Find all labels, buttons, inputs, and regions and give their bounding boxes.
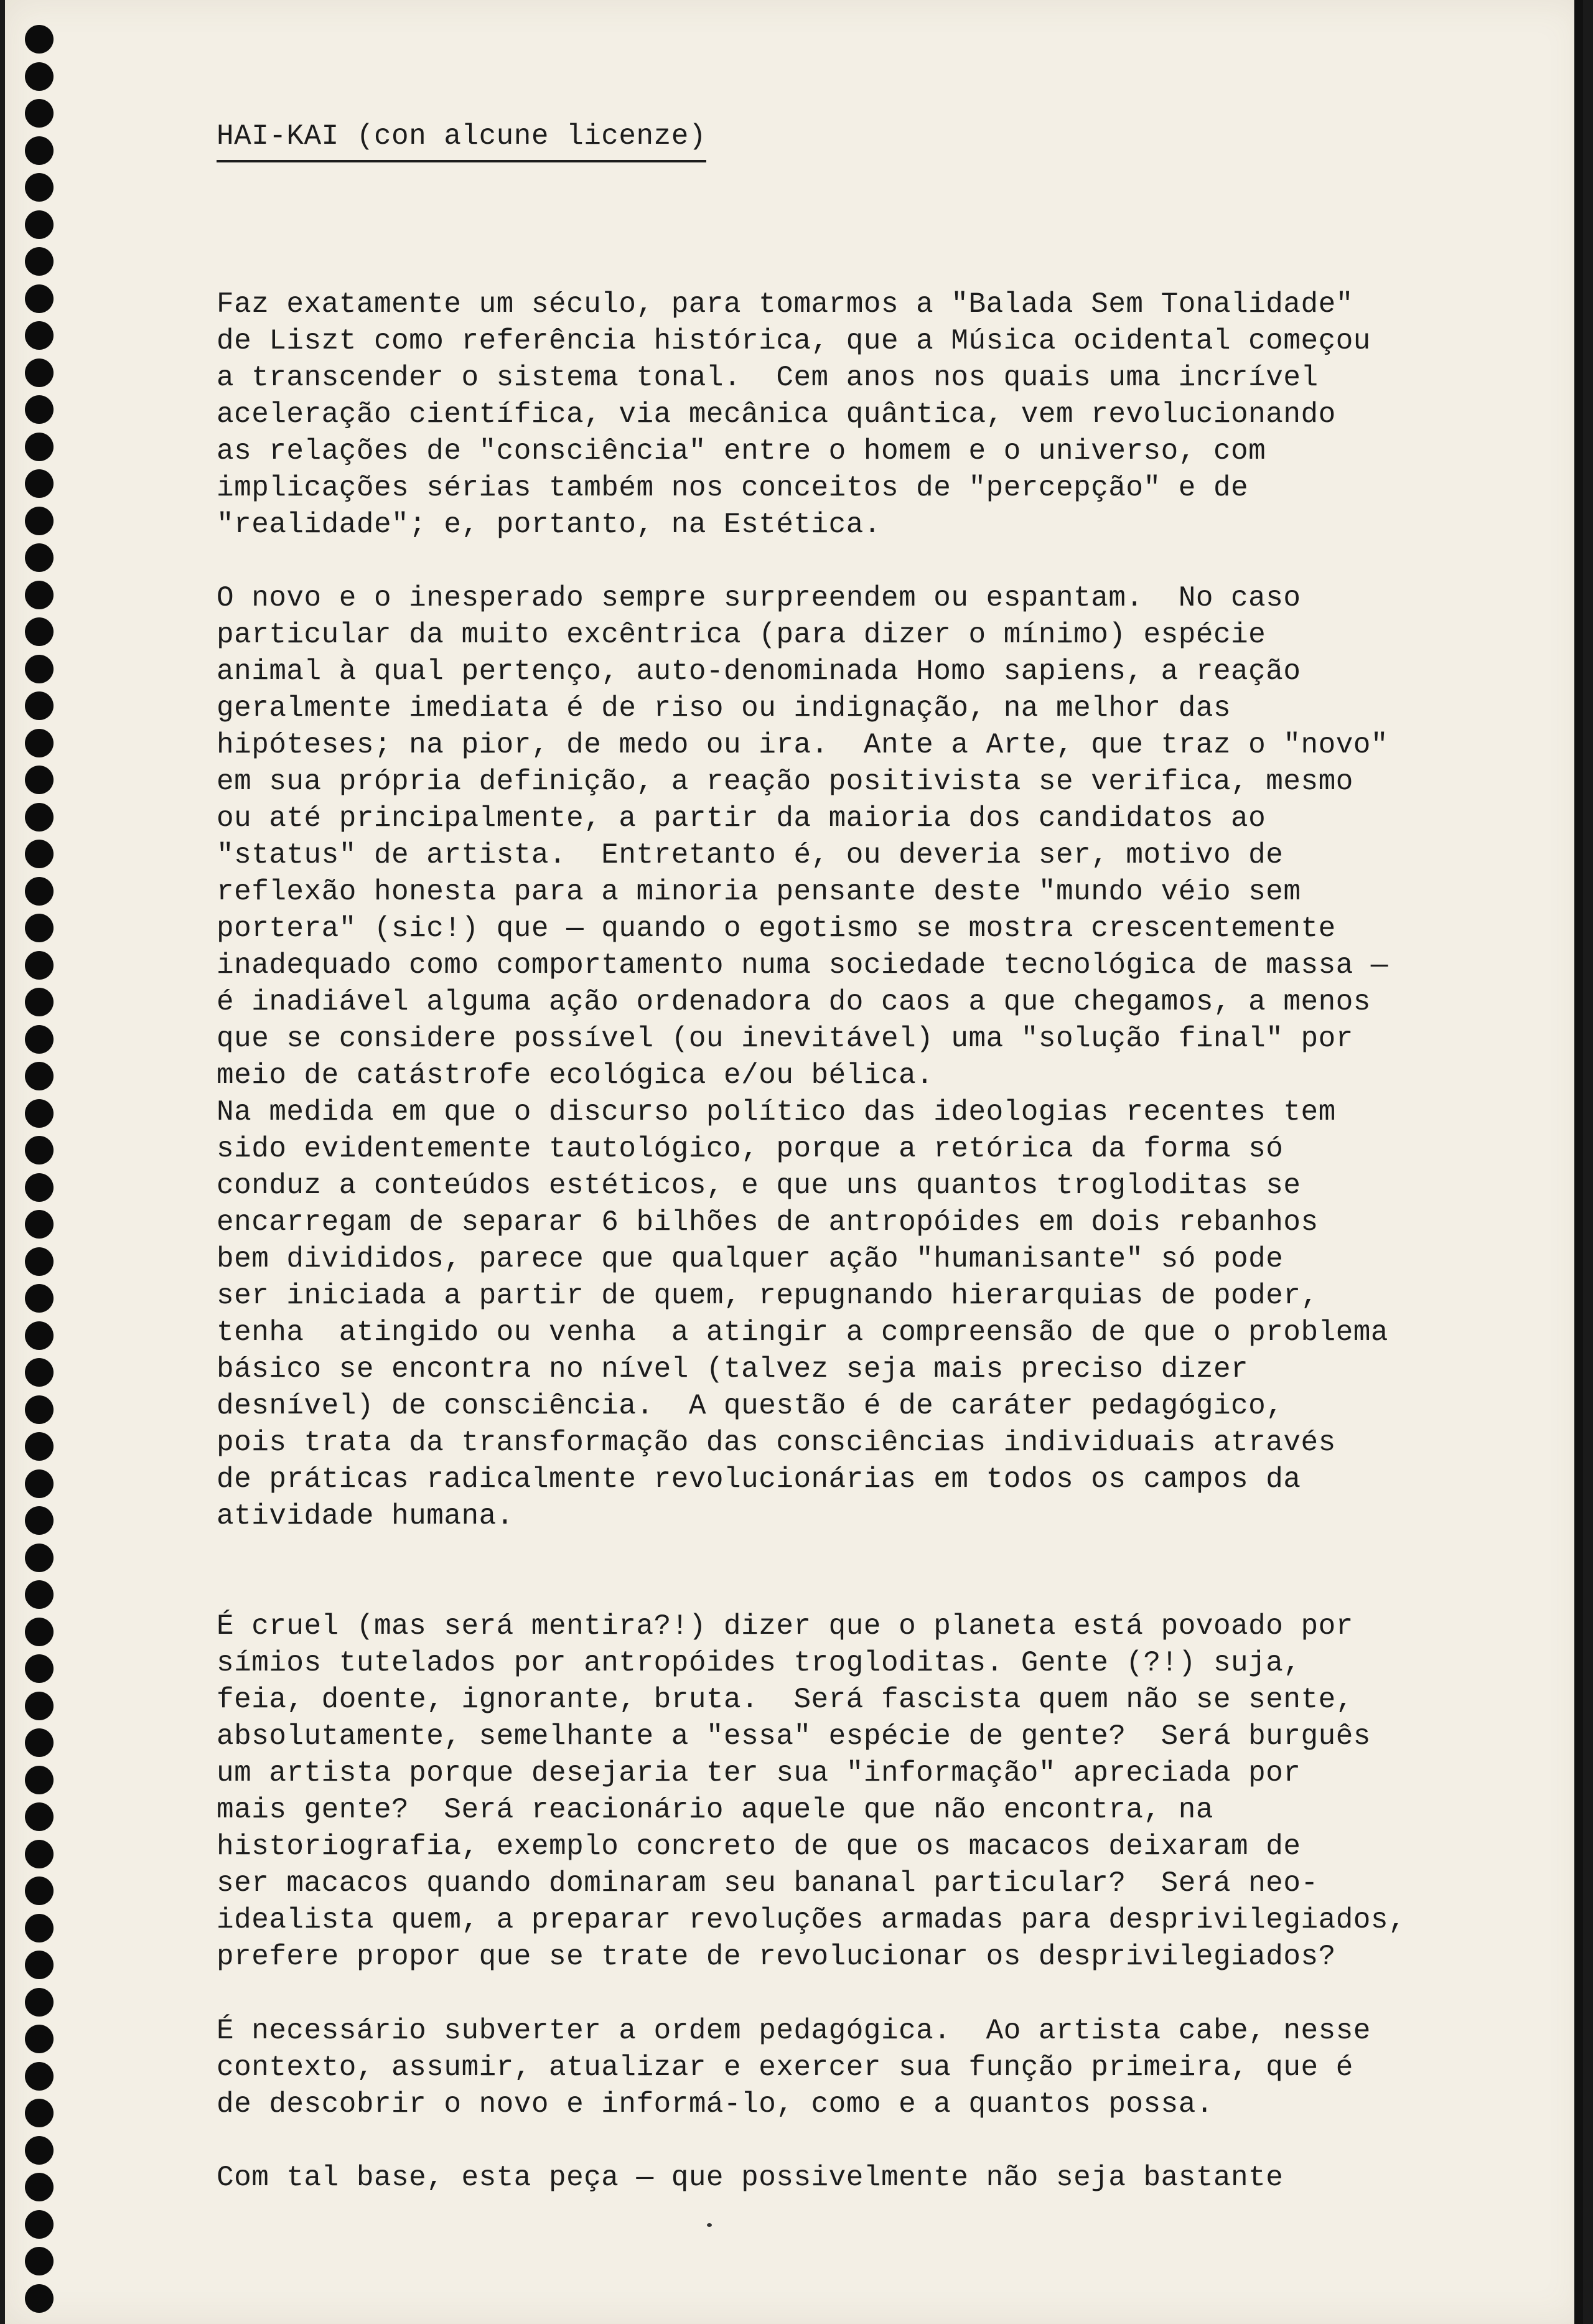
binder-hole: [25, 1395, 54, 1424]
binder-hole: [25, 2025, 54, 2053]
binder-hole: [25, 136, 54, 165]
binder-hole: [25, 1988, 54, 2017]
document-body: [217, 118, 1554, 2194]
binder-hole: [25, 543, 54, 572]
binder-hole: [25, 877, 54, 906]
binder-hole: [25, 766, 54, 794]
binder-hole: [25, 1766, 54, 1794]
binder-hole: [25, 469, 54, 498]
binder-hole: [25, 1728, 54, 1757]
paragraph-4: É cruel (mas será mentira?!) dizer que o planeta está povoado por símios tutelados por antropóides trogloditas. Gente (?!) suja, feia, doente, ignorante, bruta. Será fascista quem não se sente, absolutamente, semelhante a "essa" espécie de gente? Será burguês um artista porque desejaria ter sua "informação" apreciada por mais gente? Será reacionário aquele que não encontra, na historiografia, exemplo concreto de que os macacos deixaram de ser macacos quando dominaram seu bananal particular? Será neo- idealista quem, a preparar revoluções armadas para desprivilegiados, prefere propor que se trate de revolucionar os desprivilegiados?: [217, 1610, 1406, 1973]
binder-hole: [25, 581, 54, 609]
binder-holes: [25, 0, 56, 2324]
binder-hole: [25, 655, 54, 683]
binder-hole: [25, 1618, 54, 1646]
binder-hole: [25, 25, 54, 54]
binder-hole: [25, 2210, 54, 2239]
binder-hole: [25, 247, 54, 276]
binder-hole: [25, 1358, 54, 1387]
binder-hole: [25, 729, 54, 757]
binder-hole: [25, 1544, 54, 1572]
binder-hole: [25, 2247, 54, 2275]
binder-hole: [25, 2173, 54, 2201]
ink-speck: [707, 2223, 712, 2227]
binder-hole: [25, 507, 54, 535]
binder-hole: [25, 395, 54, 424]
binder-hole: [25, 1951, 54, 1979]
binder-hole: [25, 1099, 54, 1128]
document-title: HAI-KAI (con alcune licenze): [217, 118, 706, 162]
binder-hole: [25, 1469, 54, 1498]
binder-hole: [25, 1580, 54, 1609]
binder-hole: [25, 62, 54, 91]
binder-hole: [25, 1840, 54, 1868]
binder-hole: [25, 1802, 54, 1831]
binder-hole: [25, 803, 54, 832]
paragraph-1: Faz exatamente um século, para tomarmos a "Balada Sem Tonalidade" de Liszt como referência histórica, que a Música ocidental começou a transcender o sistema tonal. Cem anos nos quais uma incrível aceleração científica, via mecânica quântica, vem revolucionando as relações de "consciência" entre o homem e o universo, com implicações sérias também nos conceitos de "percepção" e de "realidade"; e, portanto, na Estética.: [217, 288, 1371, 541]
binder-hole: [25, 1506, 54, 1535]
typewritten-page: [5, 0, 1583, 2324]
binder-hole: [25, 1692, 54, 1720]
binder-hole: [25, 173, 54, 202]
page-edge: [1574, 0, 1583, 2324]
binder-hole: [25, 914, 54, 942]
binder-hole: [25, 2284, 54, 2313]
binder-hole: [25, 1025, 54, 1054]
binder-hole: [25, 617, 54, 646]
binder-hole: [25, 2062, 54, 2091]
paragraph-3: Na medida em que o discurso político das ideologias recentes tem sido evidentemente tautológico, porque a retórica da forma só conduz a conteúdos estéticos, e que uns quantos trogloditas se encarregam de separar 6 bilhões de antropóides em dois rebanhos bem divididos, parece que qualquer ação "humanisante" só pode ser iniciada a partir de quem, repugnando hierarquias de poder, tenha atingido ou venha a atingir a compreensão de que o problema básico se encontra no nível (talvez seja mais preciso dizer desnível) de consciência. A questão é de caráter pedagógico, pois trata da transformação das consciências individuais através de práticas radicalmente revolucionárias em todos os campos da atividade humana.: [217, 1096, 1389, 1532]
binder-hole: [25, 2136, 54, 2165]
binder-hole: [25, 1062, 54, 1090]
paragraph-2: O novo e o inesperado sempre surpreendem ou espantam. No caso particular da muito excêntrica (para dizer o mínimo) espécie animal à qual pertenço, auto-denominada Homo sapiens, a reação geralmente imediata é de riso ou indignação, na melhor das hipóteses; na pior, de medo ou ira. Ante a Arte, que traz o "novo" em sua própria definição, a reação positivista se verifica, mesmo ou até principalmente, a partir da maioria dos candidatos ao "status" de artista. Entretanto é, ou deveria ser, motivo de reflexão honesta para a minoria pensante deste "mundo véio sem portera" (sic!) que — quando o egotismo se mostra crescentemente inadequado como comportamento numa sociedade tecnológica de massa — é inadiável alguma ação ordenadora do caos a que chegamos, a menos que se considere possível (ou inevitável) uma "solução final" por meio de catástrofe ecológica e/ou bélica.: [217, 582, 1389, 1092]
binder-hole: [25, 1877, 54, 1905]
binder-hole: [25, 1321, 54, 1350]
binder-hole: [25, 988, 54, 1016]
binder-hole: [25, 1210, 54, 1239]
binder-hole: [25, 1136, 54, 1164]
paragraph-5: É necessário subverter a ordem pedagógica. Ao artista cabe, nesse contexto, assumir, atualizar e exercer sua função primeira, que é de descobrir o novo e informá-lo, como e a quantos possa.: [217, 2015, 1371, 2120]
binder-hole: [25, 951, 54, 980]
binder-hole: [25, 358, 54, 387]
binder-hole: [25, 284, 54, 313]
binder-hole: [25, 1654, 54, 1683]
binder-hole: [25, 99, 54, 128]
binder-hole: [25, 1914, 54, 1942]
binder-hole: [25, 321, 54, 350]
binder-hole: [25, 1247, 54, 1276]
binder-hole: [25, 1173, 54, 1202]
binder-hole: [25, 1284, 54, 1313]
binder-hole: [25, 1432, 54, 1461]
paragraph-6: Com tal base, esta peça — que possivelmente não seja bastante: [217, 2162, 1284, 2194]
binder-hole: [25, 210, 54, 239]
binder-hole: [25, 691, 54, 720]
binder-hole: [25, 840, 54, 868]
binder-hole: [25, 2099, 54, 2127]
binder-hole: [25, 433, 54, 461]
